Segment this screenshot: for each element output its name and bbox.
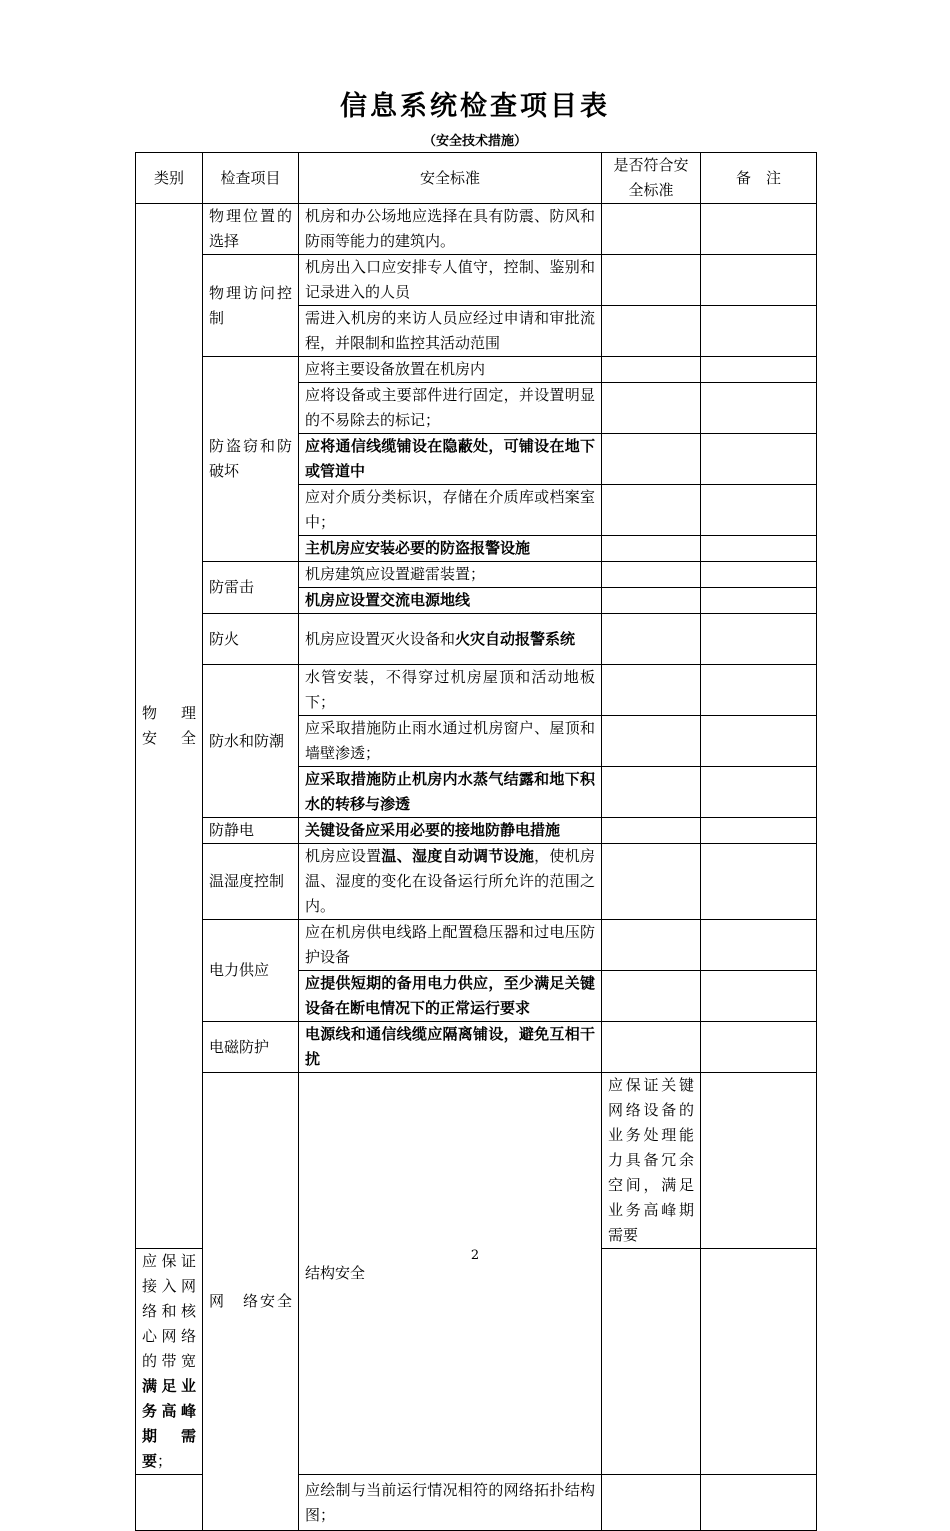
remarks-cell[interactable] bbox=[701, 971, 817, 1022]
standard-text-bold: 满足业务高峰期需要 bbox=[142, 1377, 196, 1470]
table-row bbox=[136, 562, 817, 588]
standard-cell: 应将设备或主要部件进行固定，并设置明显的不易除去的标记； bbox=[299, 383, 602, 434]
item-access: 物理访问控制 bbox=[203, 255, 299, 357]
compliance-cell[interactable] bbox=[602, 971, 701, 1022]
standard-cell: 需进入机房的来访人员应经过申请和审批流程，并限制和监控其活动范围 bbox=[299, 306, 602, 357]
compliance-cell[interactable] bbox=[602, 357, 701, 383]
category-network: 网 络安全 bbox=[203, 1073, 299, 1531]
item-structure: 结构安全 bbox=[299, 1073, 602, 1475]
remarks-cell[interactable] bbox=[701, 255, 817, 306]
standard-text: ，使机房温、湿度的变化在设备运行所允许的范围之内。 bbox=[305, 847, 595, 915]
table-header-row bbox=[136, 153, 817, 204]
remarks-cell[interactable] bbox=[701, 383, 817, 434]
table-row bbox=[136, 1073, 817, 1249]
compliance-cell[interactable] bbox=[602, 255, 701, 306]
remarks-cell[interactable] bbox=[701, 844, 817, 920]
compliance-cell[interactable] bbox=[602, 920, 701, 971]
header-remarks: 备 注 bbox=[701, 153, 817, 204]
standard-cell: 应将主要设备放置在机房内 bbox=[299, 357, 602, 383]
compliance-cell[interactable] bbox=[602, 1022, 701, 1073]
remarks-cell[interactable] bbox=[701, 536, 817, 562]
standard-text: 应保证接入网络和核心网络的带宽 bbox=[142, 1252, 196, 1370]
compliance-cell[interactable] bbox=[602, 844, 701, 920]
compliance-cell[interactable] bbox=[602, 716, 701, 767]
standard-cell: 水管安装，不得穿过机房屋顶和活动地板下； bbox=[299, 665, 602, 716]
remarks-cell[interactable] bbox=[701, 357, 817, 383]
header-item: 检查项目 bbox=[203, 153, 299, 204]
standard-cell bbox=[299, 844, 602, 920]
standard-cell: 应提供短期的备用电力供应，至少满足关键设备在断电情况下的正常运行要求 bbox=[299, 971, 602, 1022]
standard-text-bold: 温、湿度自动调节设施 bbox=[381, 847, 535, 865]
header-standard: 安全标准 bbox=[299, 153, 602, 204]
standard-cell: 应采取措施防止雨水通过机房窗户、屋顶和墙壁渗透； bbox=[299, 716, 602, 767]
standard-cell bbox=[136, 1249, 203, 1475]
compliance-cell[interactable] bbox=[602, 818, 701, 844]
compliance-cell[interactable] bbox=[701, 1073, 817, 1249]
remarks-cell[interactable] bbox=[701, 716, 817, 767]
remarks-cell[interactable] bbox=[701, 614, 817, 665]
standard-cell: 应在机房供电线路上配置稳压器和过电压防护设备 bbox=[299, 920, 602, 971]
standard-cell: 应保证关键网络设备的业务处理能力具备冗余空间，满足业务高峰期需要 bbox=[602, 1073, 701, 1249]
remarks-cell[interactable] bbox=[701, 1022, 817, 1073]
document-title: 信息系统检查项目表 bbox=[340, 91, 610, 122]
table-row bbox=[136, 1022, 817, 1073]
document-subtitle: （安全技术措施） bbox=[422, 134, 527, 149]
standard-cell: 机房建筑应设置避雷装置； bbox=[299, 562, 602, 588]
standard-cell: 主机房应安装必要的防盗报警设施 bbox=[299, 536, 602, 562]
compliance-cell[interactable] bbox=[602, 485, 701, 536]
remarks-cell[interactable] bbox=[701, 306, 817, 357]
table-row bbox=[136, 818, 817, 844]
standard-text: ； bbox=[157, 1452, 173, 1470]
item-static: 防静电 bbox=[203, 818, 299, 844]
remarks-cell[interactable] bbox=[701, 434, 817, 485]
header-compliance: 是否符合安全标准 bbox=[602, 153, 701, 204]
remarks-cell[interactable] bbox=[701, 920, 817, 971]
item-humidity: 温湿度控制 bbox=[203, 844, 299, 920]
item-em: 电磁防护 bbox=[203, 1022, 299, 1073]
standard-cell: 电源线和通信线缆应隔离铺设，避免互相干扰 bbox=[299, 1022, 602, 1073]
header-category: 类别 bbox=[136, 153, 203, 204]
table-row bbox=[136, 357, 817, 383]
compliance-cell[interactable] bbox=[602, 204, 701, 255]
remarks-cell[interactable] bbox=[701, 485, 817, 536]
compliance-cell[interactable] bbox=[602, 767, 701, 818]
compliance-cell[interactable] bbox=[602, 588, 701, 614]
remarks-cell[interactable] bbox=[701, 204, 817, 255]
item-lightning: 防雷击 bbox=[203, 562, 299, 614]
item-location: 物理位置的选择 bbox=[203, 204, 299, 255]
table-row bbox=[136, 920, 817, 971]
standard-cell: 机房应设置交流电源地线 bbox=[299, 588, 602, 614]
standard-text: 机房应设置 bbox=[305, 847, 382, 865]
table-row bbox=[136, 665, 817, 716]
standard-cell: 应对介质分类标识，存储在介质库或档案室中； bbox=[299, 485, 602, 536]
compliance-cell[interactable] bbox=[602, 562, 701, 588]
compliance-cell[interactable] bbox=[602, 434, 701, 485]
standard-text-bold: 火灾自动报警系统 bbox=[455, 629, 576, 648]
compliance-cell[interactable] bbox=[602, 614, 701, 665]
remarks-cell[interactable] bbox=[701, 1249, 817, 1475]
compliance-cell[interactable] bbox=[602, 665, 701, 716]
remarks-cell[interactable] bbox=[701, 665, 817, 716]
table-row bbox=[136, 255, 817, 306]
standard-cell: 应采取措施防止机房内水蒸气结露和地下积水的转移与渗透 bbox=[299, 767, 602, 818]
item-fire: 防火 bbox=[203, 614, 299, 665]
standard-text: 机房应设置灭火设备和 bbox=[305, 629, 456, 648]
compliance-cell[interactable] bbox=[602, 536, 701, 562]
item-empty bbox=[136, 1475, 203, 1531]
table-row bbox=[136, 204, 817, 255]
page-number: 2 bbox=[470, 1248, 480, 1263]
remarks-cell[interactable] bbox=[701, 767, 817, 818]
table-row bbox=[136, 614, 817, 665]
standard-cell: 关键设备应采用必要的接地防静电措施 bbox=[299, 818, 602, 844]
remarks-cell[interactable] bbox=[701, 818, 817, 844]
category-physical: 物 理安全 bbox=[136, 204, 203, 1249]
remarks-cell[interactable] bbox=[701, 562, 817, 588]
compliance-cell[interactable] bbox=[602, 1249, 701, 1475]
compliance-cell[interactable] bbox=[602, 383, 701, 434]
compliance-cell[interactable] bbox=[602, 1475, 701, 1531]
checklist-table bbox=[135, 152, 817, 1531]
standard-cell: 机房和办公场地应选择在具有防震、防风和防雨等能力的建筑内。 bbox=[299, 204, 602, 255]
item-antitheft: 防盗窃和防破坏 bbox=[203, 357, 299, 562]
remarks-cell[interactable] bbox=[701, 1475, 817, 1531]
remarks-cell[interactable] bbox=[701, 588, 817, 614]
standard-cell: 应将通信线缆铺设在隐蔽处，可铺设在地下或管道中 bbox=[299, 434, 602, 485]
compliance-cell[interactable] bbox=[602, 306, 701, 357]
item-power: 电力供应 bbox=[203, 920, 299, 1022]
standard-cell bbox=[299, 614, 602, 665]
item-water: 防水和防潮 bbox=[203, 665, 299, 818]
standard-cell: 机房出入口应安排专人值守，控制、鉴别和记录进入的人员 bbox=[299, 255, 602, 306]
table-row bbox=[136, 844, 817, 920]
standard-cell: 应绘制与当前运行情况相符的网络拓扑结构图； bbox=[299, 1475, 602, 1531]
